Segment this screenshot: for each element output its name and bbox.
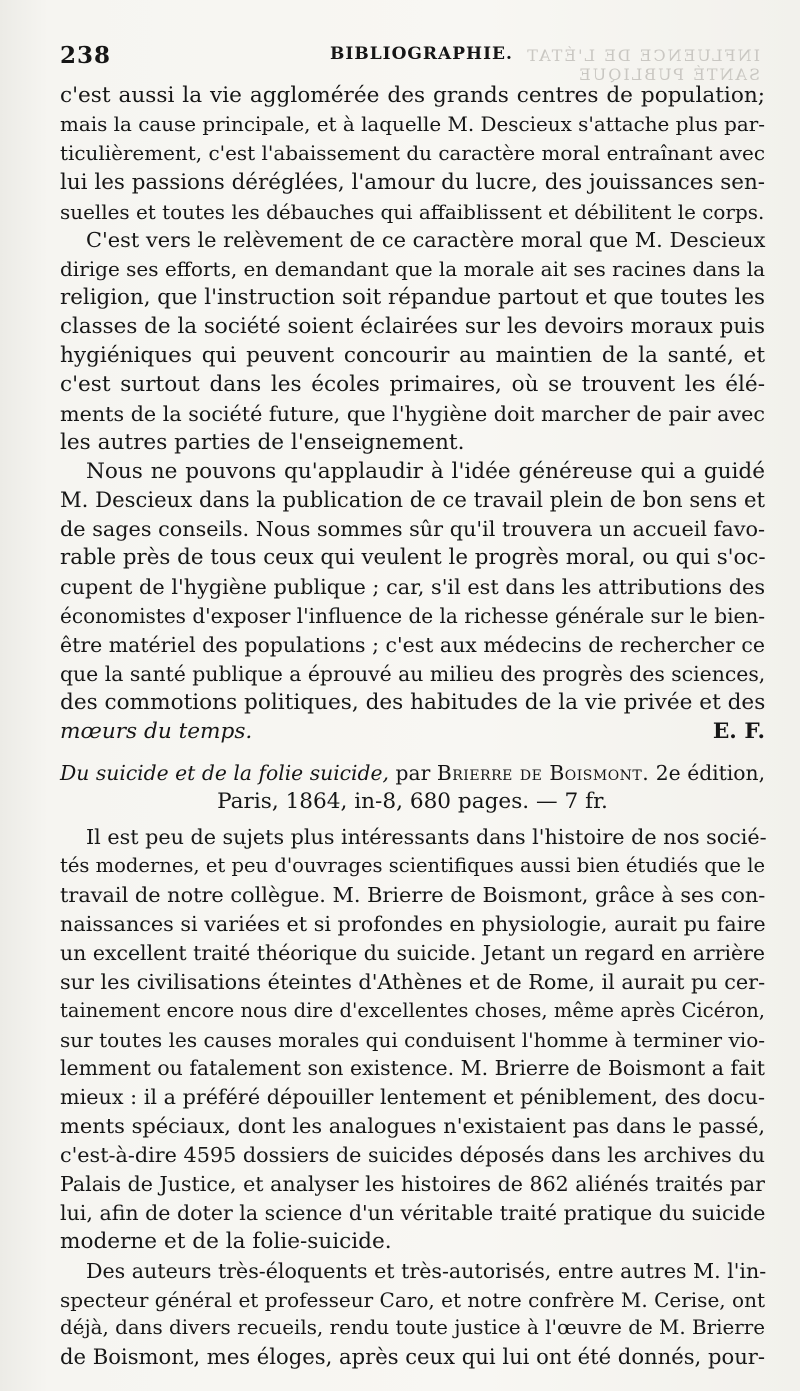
text-line: classes de la société soient éclairées sur les devoirs moraux puis bbox=[60, 314, 765, 340]
text-line: Il est peu de sujets plus intéressants dans l'histoire de nos socié- bbox=[86, 825, 767, 850]
text-line: cupent de l'hygiène publique ; car, s'il est dans les attributions des bbox=[60, 575, 765, 600]
text-line: de Boismont, mes éloges, après ceux qui lui ont été donnés, pour- bbox=[60, 1344, 766, 1370]
text-line: Nous ne pouvons qu'applaudir à l'idée généreuse qui a guidé bbox=[86, 458, 765, 484]
text-line: Palais de Justice, et analyser les histoires de 862 aliénés traités par bbox=[60, 1171, 765, 1196]
paragraph-3 bbox=[60, 458, 765, 747]
text-line: ments de la société future, que l'hygiène doit marcher de pair avec bbox=[60, 401, 766, 426]
book-title: Du suicide et de la folie suicide, bbox=[60, 761, 389, 786]
text-line: de sages conseils. Nous sommes sûr qu'il trouvera un accueil favo- bbox=[60, 517, 765, 542]
text-line: hygiéniques qui peuvent concourir au maintien de la santé, et bbox=[60, 343, 765, 369]
paragraph-1 bbox=[60, 82, 765, 226]
text-line: ments spéciaux, dont les analogues n'existaient pas dans le passé, bbox=[60, 1114, 765, 1139]
text-line: Des auteurs très-éloquents et très-autorisés, entre autres M. l'in- bbox=[86, 1258, 767, 1283]
page-header bbox=[60, 38, 760, 84]
text-line: naissances si variées et si profondes en physiologie, aurait pu faire bbox=[60, 911, 766, 936]
text-line: C'est vers le relèvement de ce caractère moral que M. Descieux bbox=[86, 228, 766, 253]
text-line: être matériel des populations ; c'est aux médecins de rechercher ce bbox=[60, 632, 765, 657]
text-line: dirige ses efforts, en demandant que la morale ait ses racines dans la bbox=[60, 257, 766, 282]
page-body bbox=[60, 82, 765, 1372]
paragraph-2 bbox=[60, 226, 765, 457]
book-author: Brierre de Boismont. bbox=[436, 761, 650, 786]
text-line: M. Descieux dans la publication de ce travail plein de bon sens et bbox=[60, 487, 765, 513]
review-signature: E. F. bbox=[712, 718, 765, 744]
text-line: un excellent traité théorique du suicide. Jetant un regard en arrière bbox=[60, 940, 765, 965]
text-line: lui les passions déréglées, l'amour du lucre, des jouissances sen- bbox=[60, 169, 765, 195]
text-line: sur les civilisations éteintes d'Athènes et de Rome, il aurait pu cer- bbox=[60, 969, 766, 994]
paragraph-5 bbox=[60, 1257, 765, 1373]
text-line: rable près de tous ceux qui veulent le progrès moral, ou qui s'oc- bbox=[60, 545, 766, 571]
text-line: ticulièrement, c'est l'abaissement du caractère moral entraînant avec bbox=[60, 141, 765, 165]
text-line: des commotions politiques, des habitudes de la vie privée et des bbox=[60, 689, 766, 715]
text-line: lemment ou fatalement son existence. M. Brierre de Boismont a fait bbox=[60, 1056, 765, 1081]
book-edition: 2e édition, bbox=[655, 761, 766, 786]
closing-phrase: mœurs du temps. bbox=[60, 718, 253, 744]
text-line: c'est-à-dire 4595 dossiers de suicides déposés dans les archives du bbox=[60, 1143, 765, 1168]
paragraph-4 bbox=[60, 823, 765, 1256]
running-title: BIBLIOGRAPHIE. bbox=[330, 44, 513, 64]
bleed-through-text: INFLUENCE DE L'ÉTAT SANTÉ PUBLIQUE bbox=[525, 46, 760, 84]
review-heading-line-1 bbox=[60, 759, 765, 788]
text-line: religion, que l'instruction soit répandue partout et que toutes les bbox=[60, 285, 765, 311]
text-line: mais la cause principale, et à laquelle M. Descieux s'attache plus par- bbox=[60, 112, 765, 136]
text-line: travail de notre collègue. M. Brierre de Boismont, grâce à ses con- bbox=[60, 883, 766, 908]
text-line: lui, afin de doter la science d'un véritable traité pratique du suicide bbox=[60, 1200, 766, 1225]
text-line: moderne et de la folie-suicide. bbox=[60, 1228, 392, 1254]
page-number: 238 bbox=[60, 42, 112, 69]
text-line: les autres parties de l'enseignement. bbox=[60, 429, 465, 455]
text-line: déjà, dans divers recueils, rendu toute justice à l'œuvre de M. Brierre bbox=[60, 1316, 765, 1340]
text-line: c'est surtout dans les écoles primaires, où se trouvent les élé- bbox=[60, 371, 765, 397]
text-line: que la santé publique a éprouvé au milieu des progrès des sciences, bbox=[60, 661, 766, 686]
text-line: économistes d'exposer l'influence de la richesse générale sur le bien- bbox=[60, 604, 766, 629]
review-heading bbox=[60, 759, 765, 817]
review-heading-line-2: Paris, 1864, in-8, 680 pages. — 7 fr. bbox=[217, 789, 608, 815]
text-line: tainement encore nous dire d'excellentes choses, même après Cicéron, bbox=[60, 998, 765, 1022]
text-line: c'est aussi la vie agglomérée des grands centres de population; bbox=[60, 83, 765, 108]
text-line: specteur général et professeur Caro, et notre confrère M. Cerise, ont bbox=[60, 1287, 765, 1312]
text-line: tés modernes, et peu d'ouvrages scientifiques aussi bien étudiés que le bbox=[60, 854, 765, 878]
text-line: mieux : il a préféré dépouiller lentement et péniblement, des docu- bbox=[60, 1085, 765, 1110]
text-line-with-signature bbox=[60, 718, 765, 747]
text-line: suelles et toutes les débauches qui affaiblissent et débilitent le corps. bbox=[60, 199, 765, 224]
by-word: par bbox=[395, 761, 431, 786]
text-line: sur toutes les causes morales qui conduisent l'homme à terminer vio- bbox=[60, 1027, 765, 1052]
